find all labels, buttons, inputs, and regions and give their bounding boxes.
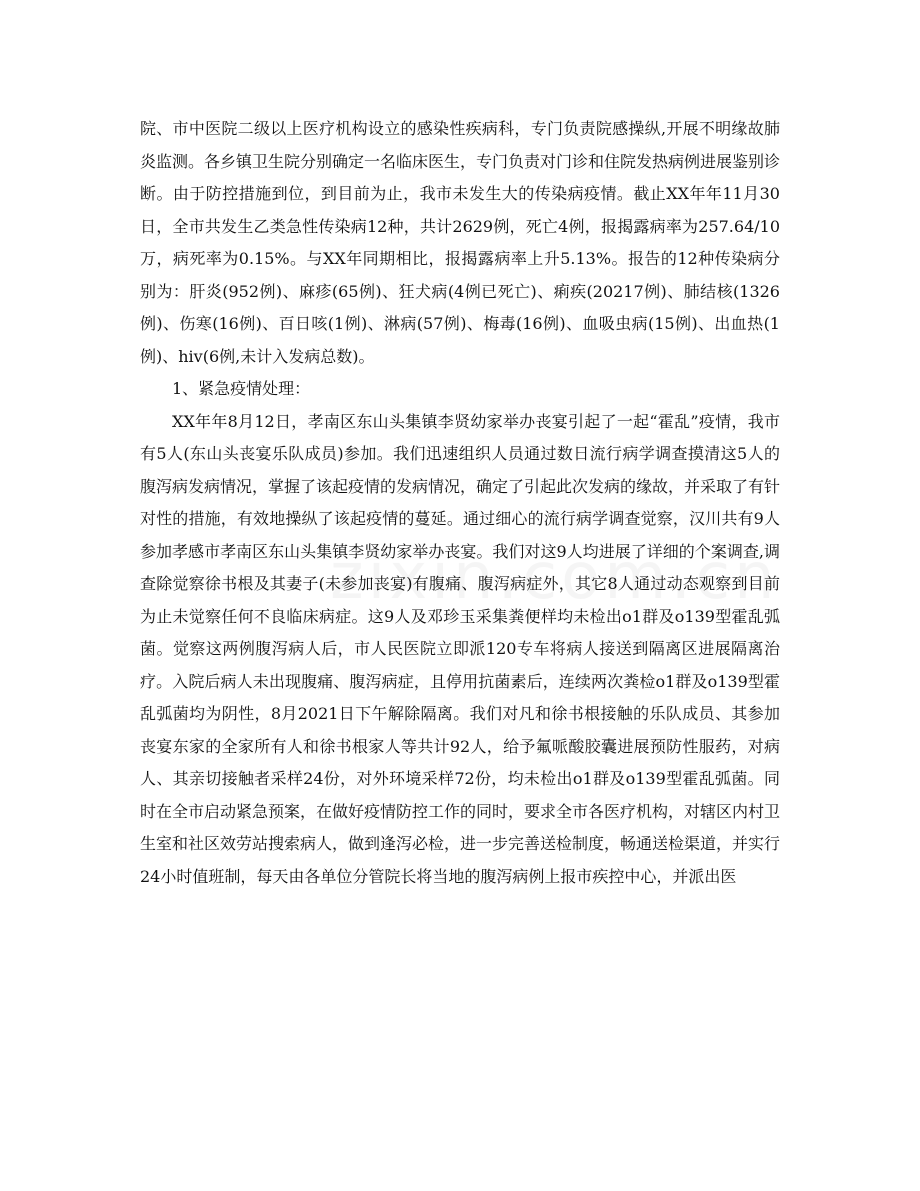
- paragraph-cholera-incident: XX年年8月12日，孝南区东山头集镇李贤幼家举办丧宴引起了一起“霍乱”疫情，我市有5人(东山头丧宴乐队成员)参加。我们迅速组织人员通过数日流行病学调查摸清这5人的腹泻病发病情况，掌握了该起疫情的发病情况，确定了引起此次发病的缘故，并采取了有针对性的措施，有效地操纵了该起疫情的蔓延。通过细心的流行病学调查觉察，汉川共有9人参加孝感市孝南区东山头集镇李贤幼家举办丧宴。我们对这9人均进展了详细的个案调查,调查除觉察徐书根及其妻子(未参加丧宴)有腹痛、腹泻病症外，其它8人通过动态观察到目前为止未觉察任何不良临床病症。这9人及邓珍玉采集粪便样均未检出o1群及o139型霍乱弧菌。觉察这两例腹泻病人后，市人民医院立即派120专车将病人接送到隔离区进展隔离治疗。入院后病人未出现腹痛、腹泻病症，且停用抗菌素后，连续两次粪检o1群及o139型霍乱弧菌均为阴性，8月2021日下午解除隔离。我们对凡和徐书根接触的乐队成员、其参加丧宴东家的全家所有人和徐书根家人等共计92人，给予氟哌酸胶囊进展预防性服药，对病人、其亲切接触者采样24份，对外环境采样72份，均未检出o1群及o139型霍乱弧菌。同时在全市启动紧急预案，在做好疫情防控工作的同时，要求全市各医疗机构，对辖区内村卫生室和社区效劳站搜索病人，做到逢泻必检，进一步完善送检制度，畅通送检渠道，并实行24小时值班制，每天由各单位分管院长将当地的腹泻病例上报市疾控中心，并派出医: [140, 411, 781, 886]
- paragraph-outbreak-summary: 院、市中医院二级以上医疗机构设立的感染性疾病科，专门负责院感操纵,开展不明缘故肺炎监测。各乡镇卫生院分别确定一名临床医生，专门负责对门诊和住院发热病例进展鉴别诊断。由于防控措施到位，到目前为止，我市未发生大的传染病疫情。截止XX年年11月30日，全市共发生乙类急性传染病12种，共计2629例，死亡4例，报揭露病率为257.64/10万，病死率为0.15%。与XX年同期相比，报揭露病率上升5.13%。报告的12种传染病分别为：肝炎(952例)、麻疹(65例)、狂犬病(4例已死亡)、痢疾(20217例)、肺结核(1326例)、伤寒(16例)、百日咳(1例)、淋病(57例)、梅毒(16例)、血吸虫病(15例)、出血热(1例)、hiv(6例,未计入发病总数)。: [140, 119, 781, 366]
- document-body: [140, 113, 780, 893]
- section-heading-emergency-response: 1、紧急疫情处理：: [172, 379, 311, 398]
